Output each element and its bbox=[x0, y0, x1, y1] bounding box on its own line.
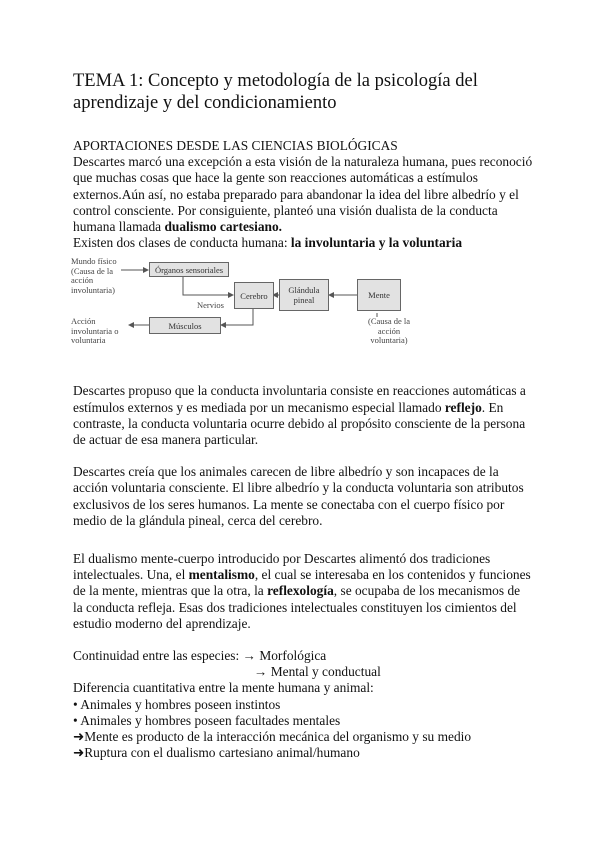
paragraph-animales: Descartes creía que los animales carecen de libre albedrío y son incapaces de la acción voluntaria consciente. El libre albedrío y la conducta voluntaria son atributos exclusivos de los seres humanos. La mente se conectaba con el cuerpo físico por medio de la glándula pineal, cerca del cerebro. bbox=[73, 464, 524, 528]
label-causa-voluntaria: (Causa de la acción voluntaria) bbox=[367, 316, 410, 346]
term-dualismo-cartesiano: dualismo cartesiano. bbox=[164, 219, 283, 235]
diagram-arrows bbox=[71, 257, 471, 367]
box-cerebro: Cerebro bbox=[234, 282, 274, 309]
continuity-block bbox=[73, 648, 533, 680]
continuity-label: Continuidad entre las especies: bbox=[73, 648, 243, 664]
continuity-line-2: → Mental y conductual bbox=[254, 664, 381, 680]
label-mundo-fisico bbox=[71, 257, 131, 295]
arrow-cerebro-musculos bbox=[221, 309, 253, 325]
list-item: ➜Mente es producto de la interacción mecánica del organismo y su medio bbox=[73, 729, 472, 745]
causa-involuntaria-text: (Causa de la acción involuntaria) bbox=[71, 265, 115, 295]
box-mente: Mente bbox=[357, 279, 401, 311]
paragraph-dualismo bbox=[73, 154, 533, 235]
paragraph-dualismo-text: Descartes marcó una excepción a esta visión de la naturaleza humana, pues reconoció que muchas cosas que hace la gente son reacciones automáticas a estímulos externos.Aún así, no estaba preparado para abandonar la idea del libre albedrío y el control consciente. Por consiguiente, planteó una visión dualista de la conducta humana llamada bbox=[73, 154, 533, 235]
list-item: ➜Ruptura con el dualismo cartesiano animal/humano bbox=[73, 745, 360, 761]
continuity-morfologica: → Morfológica bbox=[242, 648, 327, 664]
list-item: • Animales y hombres poseen facultades mentales bbox=[73, 712, 341, 728]
paragraph-clases-conducta bbox=[73, 235, 533, 251]
box-musculos: Músculos bbox=[149, 317, 221, 334]
paragraph-tradiciones bbox=[73, 551, 533, 632]
arrow-organos-cerebro bbox=[183, 277, 233, 295]
document-page bbox=[73, 70, 533, 761]
label-accion: Acción involuntaria o voluntaria bbox=[71, 316, 119, 346]
diff-heading: Diferencia cuantitativa entre la mente humana y animal: bbox=[73, 680, 374, 696]
term-involuntaria-voluntaria: la involuntaria y la voluntaria bbox=[290, 235, 463, 251]
box-glandula-pineal: Glándula pineal bbox=[279, 279, 329, 311]
list-item: • Animales y hombres poseen instintos bbox=[73, 696, 281, 712]
p5-text-a: El dualismo mente-cuerpo introducido por Descartes alimentó dos tradiciones intelectuales. Una, el bbox=[73, 551, 491, 583]
bullet-list bbox=[73, 697, 533, 762]
term-reflejo: reflejo bbox=[444, 399, 482, 415]
paragraph-clases-text: Existen dos clases de conducta humana: bbox=[73, 235, 291, 251]
paragraph-reflejo bbox=[73, 383, 533, 448]
p5-text-e: , se ocupaba de los mecanismos de la conducta refleja. Esas dos tradiciones intelectuales constituyen los cimientos del estudio moderno del aprendizaje. bbox=[73, 583, 521, 631]
p5-text-c: , el cual se interesaba en los contenidos y funciones de la mente, mientras que la otra, la bbox=[73, 567, 531, 599]
continuity-line-1 bbox=[73, 648, 533, 664]
box-organos-sensoriales: Órganos sensoriales bbox=[149, 262, 229, 277]
p3-text-c: . En contraste, la conducta voluntaria ocurre debido al propósito consciente de la persona de actuar de esa manera particular. bbox=[73, 399, 526, 448]
section-heading: APORTACIONES DESDE LAS CIENCIAS BIOLÓGICAS bbox=[73, 138, 398, 153]
mundo-fisico-text: Mundo físico bbox=[71, 256, 117, 267]
page-title: TEMA 1: Concepto y metodología de la psicología del aprendizaje y del condicionamiento bbox=[73, 71, 478, 113]
descartes-diagram bbox=[71, 257, 471, 367]
term-mentalismo: mentalismo bbox=[188, 567, 255, 583]
label-nervios: Nervios bbox=[197, 300, 224, 311]
p3-text-a: Descartes propuso que la conducta involuntaria consiste en reacciones automáticas a estímulos externos y es mediada por un mecanismo especial llamado bbox=[73, 383, 526, 415]
term-reflexologia: reflexología bbox=[267, 583, 334, 599]
